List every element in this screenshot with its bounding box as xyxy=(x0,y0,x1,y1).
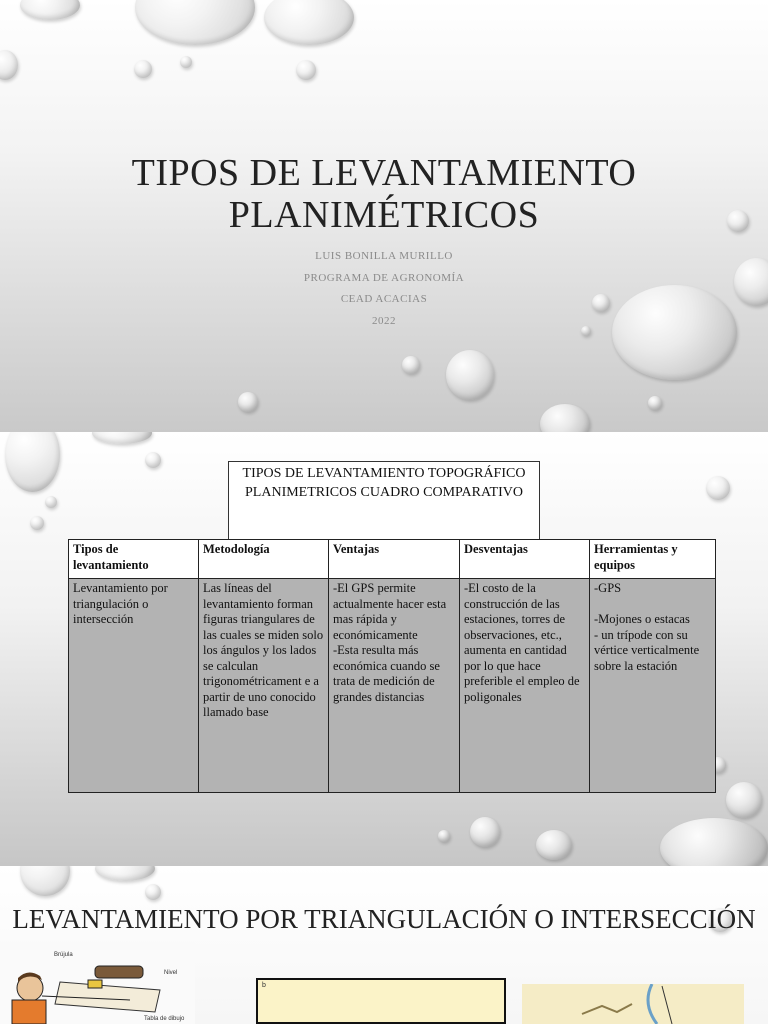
subtitle-block xyxy=(0,250,768,336)
table-cell: -El costo de la construcción de las estaciones, torres de observaciones, etc., aumenta en cantidad por lo que hace preferible el empleo de poligonales xyxy=(460,579,590,793)
water-drop-decoration xyxy=(296,60,316,80)
water-drop-decoration xyxy=(45,496,57,508)
presentation-title: TIPOS DE LEVANTAMIENTO PLANIMÉTRICOS xyxy=(131,152,637,236)
table-title: TIPOS DE LEVANTAMIENTO TOPOGRÁFICO PLANIMETRICOS CUADRO COMPARATIVO xyxy=(228,461,540,542)
author-name: LUIS BONILLA MURILLO xyxy=(315,250,453,262)
table-cell: -El GPS permite actualmente hacer esta mas rápida y económicamente -Esta resulta más económica cuando se trata de medición de grandes distancias xyxy=(329,579,460,793)
triangulation-figure xyxy=(256,978,506,1024)
water-drop-decoration xyxy=(264,0,354,45)
water-drop-decoration xyxy=(470,817,500,847)
water-drop-decoration xyxy=(402,356,420,374)
program-name: PROGRAMA DE AGRONOMÍA xyxy=(303,271,465,284)
slide-title: LEVANTAMIENTO POR TRIANGULACIÓN O INTERSECCIÓN xyxy=(12,904,756,934)
water-drop-decoration xyxy=(20,0,80,20)
water-drop-decoration xyxy=(180,56,192,68)
water-drop-decoration xyxy=(648,396,662,410)
water-drop-decoration xyxy=(95,866,155,881)
table-header-row xyxy=(69,540,716,579)
compass-label: Brújula xyxy=(54,952,73,958)
triangulation-slide xyxy=(0,866,768,1024)
figure-corner-mark: b xyxy=(262,982,266,989)
header-cell: Herramientas y equipos xyxy=(590,540,716,579)
drawing-board-label: Tabla de dibujo xyxy=(144,1016,185,1022)
campus-name: CEAD ACACIAS xyxy=(340,293,428,305)
water-drop-decoration xyxy=(536,830,572,860)
map-illustration xyxy=(522,984,744,1024)
water-drop-decoration xyxy=(135,0,255,45)
header-cell: Metodología xyxy=(199,540,329,579)
water-drop-decoration xyxy=(438,830,450,842)
comparison-slide xyxy=(0,432,768,866)
header-cell: Tipos de levantamiento xyxy=(69,540,199,579)
table-cell: Las líneas del levantamiento forman figuras triangulares de las cuales se miden solo los ángulos y los lados se calculan trigonométricament e a partir de uno conocido llamado base xyxy=(199,579,329,793)
water-drop-decoration xyxy=(145,452,161,468)
map-drawing xyxy=(522,984,744,1024)
water-drop-decoration xyxy=(660,818,768,866)
water-drop-decoration xyxy=(134,60,152,78)
water-drop-decoration xyxy=(238,392,258,412)
year: 2022 xyxy=(372,314,396,327)
title-slide xyxy=(0,0,768,432)
water-drop-decoration xyxy=(726,782,762,818)
header-cell: Ventajas xyxy=(329,540,460,579)
table-row xyxy=(69,579,716,793)
water-drop-decoration xyxy=(92,432,152,444)
water-drop-decoration xyxy=(446,350,494,400)
water-drop-decoration xyxy=(5,432,60,492)
comparison-table xyxy=(68,539,716,793)
level-label: Nivel xyxy=(164,970,178,976)
surveyor-illustration xyxy=(0,942,195,1024)
water-drop-decoration xyxy=(0,50,18,80)
water-drop-decoration xyxy=(145,884,161,900)
table-cell: Levantamiento por triangulación o intersección xyxy=(69,579,199,793)
water-drop-decoration xyxy=(706,476,730,500)
water-drop-decoration xyxy=(30,516,44,530)
table-cell: -GPS -Mojones o estacas - un trípode con su vértice verticalmente sobre la estación xyxy=(590,579,716,793)
surveyor-drawing xyxy=(0,942,195,1024)
water-drop-decoration xyxy=(20,866,70,896)
header-cell: Desventajas xyxy=(460,540,590,579)
water-drop-decoration xyxy=(540,404,590,432)
